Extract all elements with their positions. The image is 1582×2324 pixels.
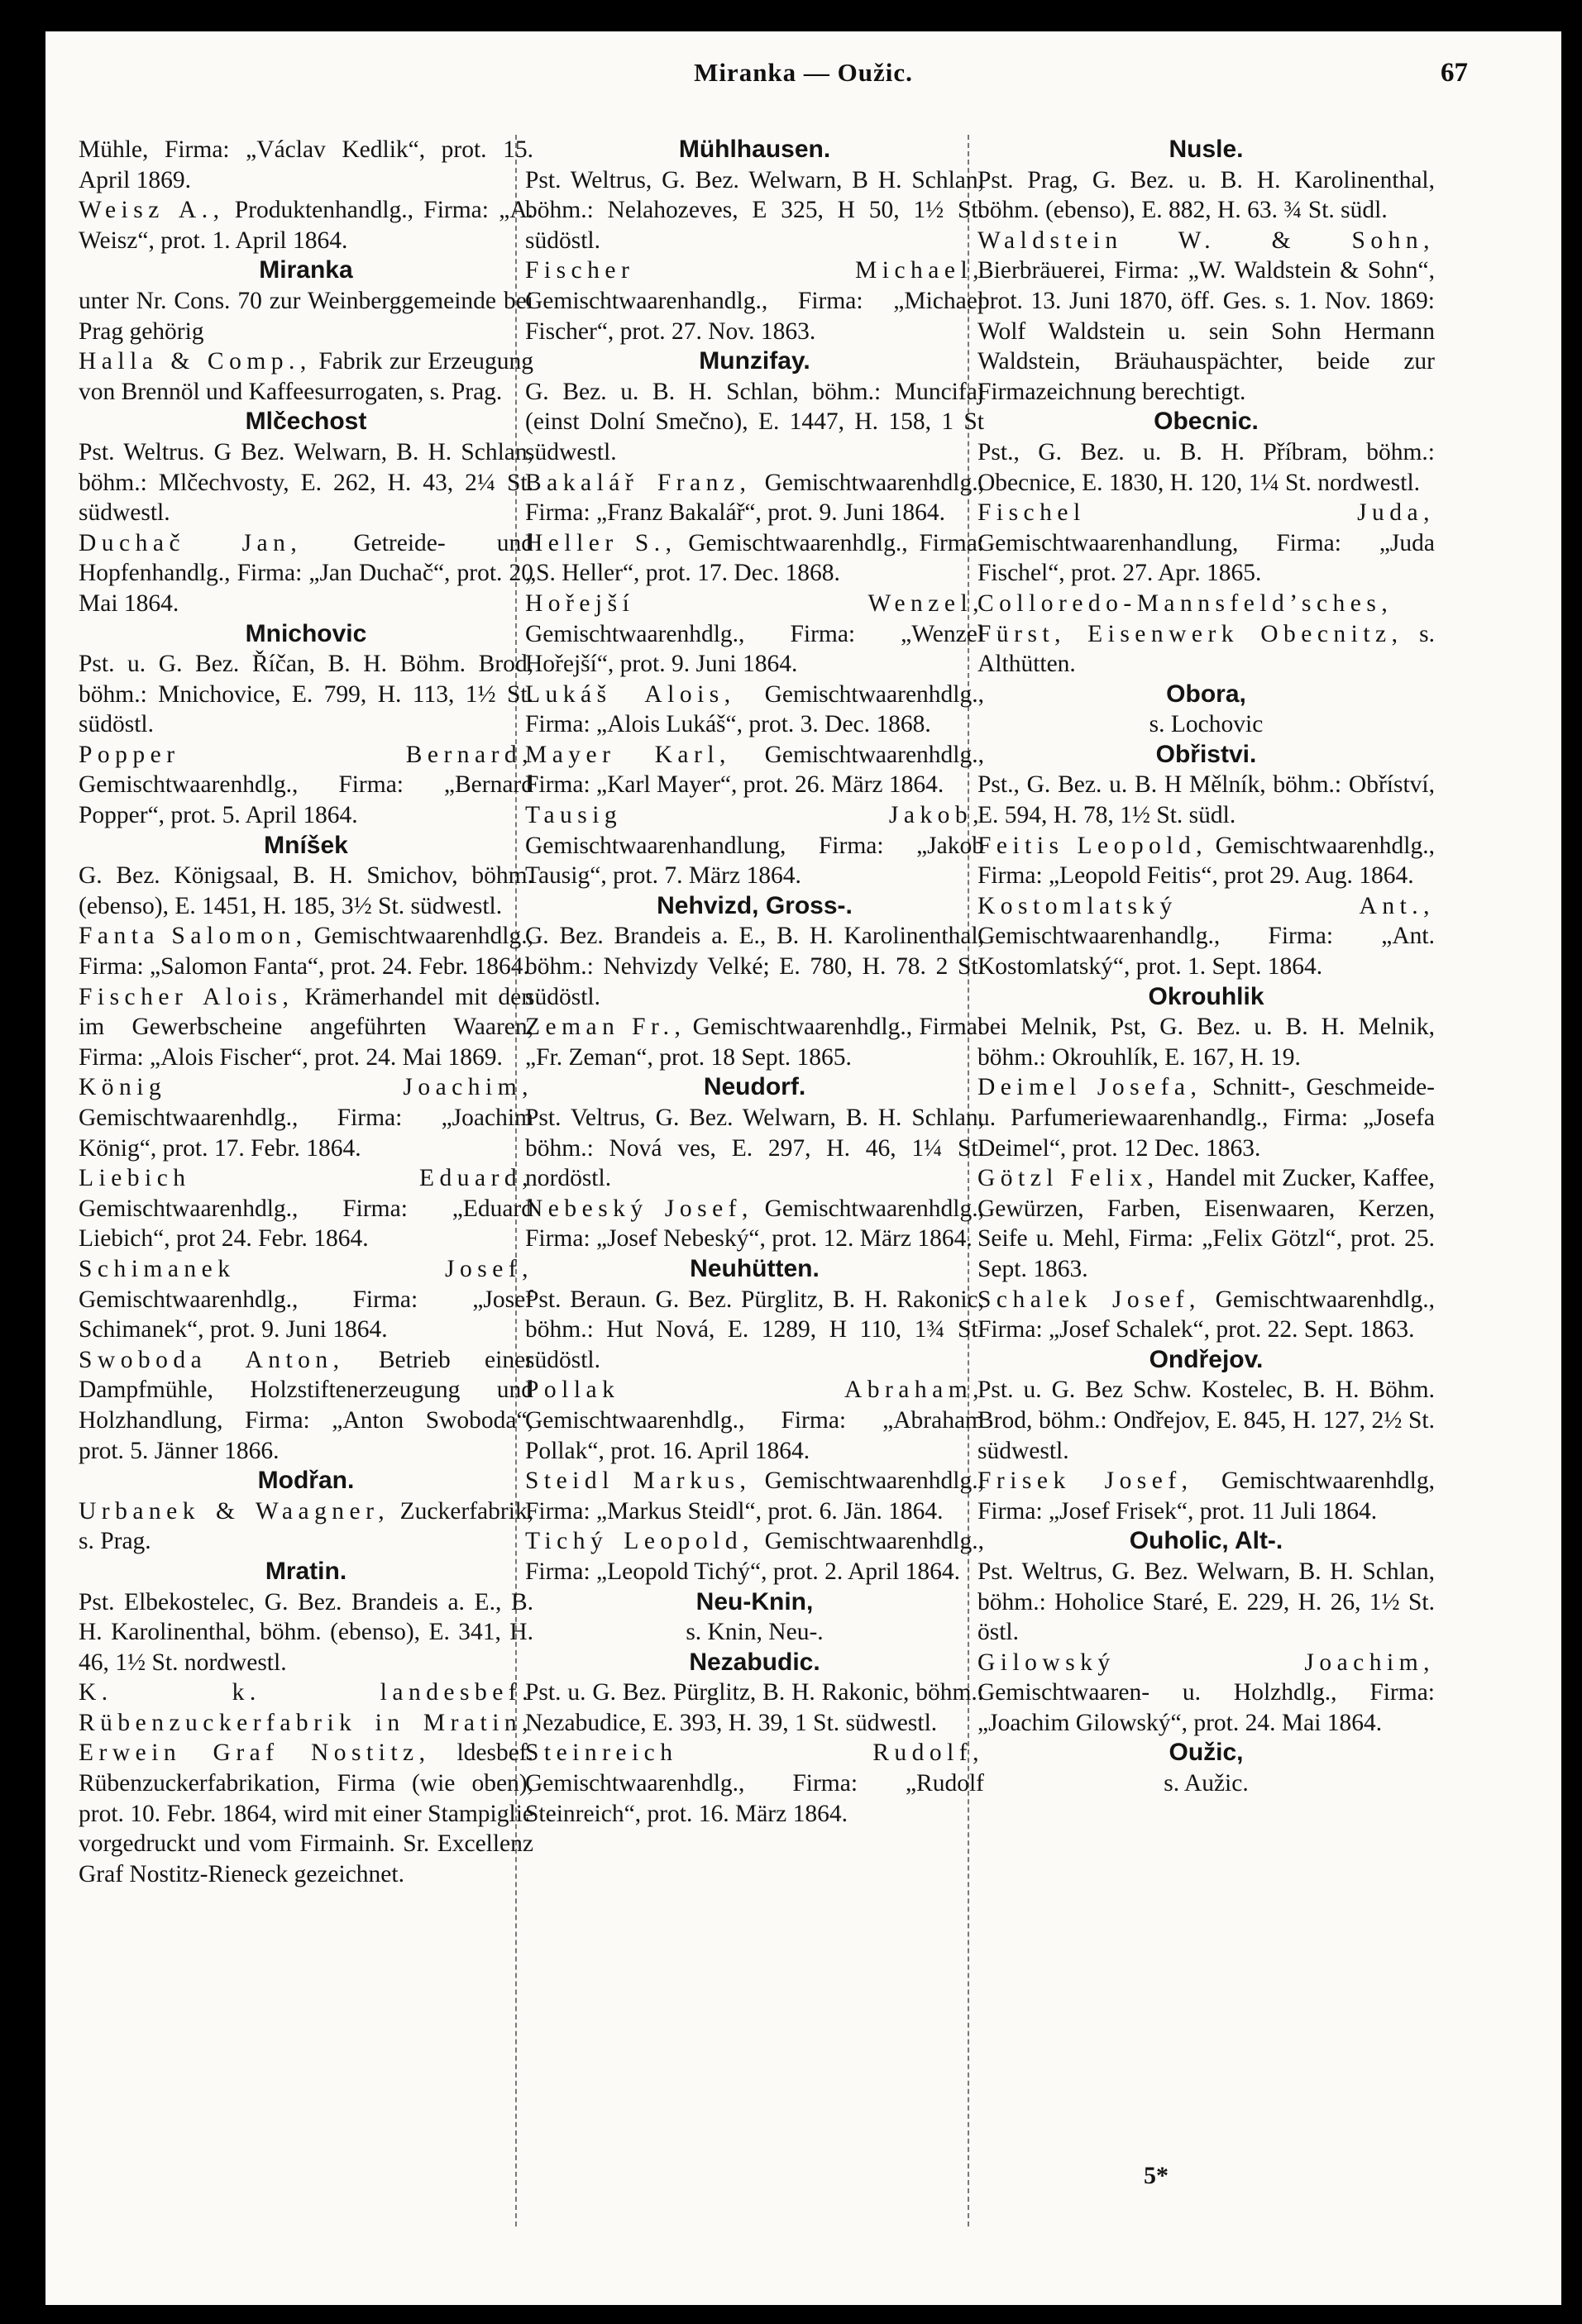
firm-entry	[79, 921, 533, 981]
entry-text: Gemischtwaarenhdlg., Firma: „Alois Lukáš“, prot. 3. Dec. 1868.	[525, 680, 984, 738]
place-heading: Nehvizd, Gross-.	[657, 891, 853, 919]
firm-entry	[525, 1012, 984, 1072]
firm-entry	[525, 528, 984, 589]
place-description	[79, 649, 533, 740]
entry-text: Gemischtwaarenhdlg., Firma: „Joachim König“, prot. 17. Febr. 1864.	[79, 1105, 533, 1162]
entry-text: Gemischtwaarenhdlg., Firma: „Josef Nebeský“, prot. 12. März 1864.	[525, 1195, 984, 1253]
place-description	[977, 165, 1435, 226]
firm-name: Weisz A.,	[79, 197, 225, 224]
firm-entry	[525, 1194, 984, 1254]
firm-entry	[525, 1466, 984, 1526]
place-heading: Mníšek	[264, 831, 348, 859]
firm-entry	[79, 982, 533, 1073]
place-heading: Oužic,	[1169, 1739, 1244, 1767]
place-heading: Mratin.	[265, 1557, 347, 1585]
firm-name: Liebich Eduard,	[79, 1165, 533, 1192]
place-description	[977, 437, 1435, 498]
firm-entry	[977, 589, 1435, 680]
firm-name: Steinreich Rudolf,	[525, 1739, 984, 1767]
place-description	[977, 1012, 1435, 1072]
entry-text: Pst. Weltrus, G. Bez. Welwarn, B H. Schlan, böhm.: Nelahozeves, E 325, H 50, 1½ St. südöstl.	[525, 166, 984, 254]
place-description	[79, 437, 533, 528]
place-heading: Mühlhausen.	[678, 136, 831, 163]
entry-text: Pst. u. G. Bez. Říčan, B. H. Böhm. Brod, böhm.: Mnichovice, E. 799, H. 113, 1½ St. südöstl.	[79, 651, 533, 738]
entry-text: Pst. Weltrus, G. Bez. Welwarn, B. H. Schlan, böhm.: Hoholice Staré, E. 229, H. 26, 1½ St. östl.	[977, 1558, 1435, 1646]
firm-name: Frisek Josef,	[977, 1467, 1193, 1495]
place-heading: Neudorf.	[703, 1073, 806, 1101]
entry-text: Pst., G. Bez. u. B. H. Příbram, böhm.: Obecnice, E. 1830, H. 120, 1¼ St. nordwestl.	[977, 438, 1435, 496]
place-description	[79, 1587, 533, 1678]
firm-name: Fanta Salomon,	[79, 923, 308, 950]
page-number: 67	[1441, 58, 1468, 88]
entry-text: Mühle, Firma: „Václav Kedlik“, prot. 15. April 1869.	[79, 136, 533, 193]
firm-entry	[977, 831, 1435, 891]
place-heading: Nezabudic.	[689, 1648, 820, 1676]
place-description	[525, 921, 984, 1012]
entry-text: Gemischtwaarenhdlg., Firma: „Bernard Popper“, prot. 5. April 1864.	[79, 771, 533, 829]
firm-entry	[977, 1163, 1435, 1284]
running-head-title: Miranka — Oužic.	[694, 58, 913, 87]
firm-entry	[977, 226, 1435, 408]
firm-entry	[79, 1254, 533, 1345]
entry-text: Handel mit Zucker, Kaffee, Gewürzen, Farben, Eisenwaaren, Kerzen, Seife u. Mehl, Firma: „Felix Götzl“, prot. 25. Sept. 1863.	[977, 1165, 1435, 1282]
running-header	[45, 58, 1561, 107]
firm-entry	[977, 498, 1435, 589]
place-description	[525, 377, 984, 468]
cross-reference: s. Lochovic	[1149, 711, 1264, 738]
entry-text: Gemischtwaarenhandlung, Firma: „Juda Fischel“, prot. 27. Apr. 1865.	[977, 529, 1435, 587]
entry-text: Pst. u. G. Bez Schw. Kostelec, B. H. Böhm. Brod, böhm.: Ondřejov, E. 845, H. 127, 2½ St. südwestl.	[977, 1377, 1435, 1464]
firm-name: Halla & Comp.,	[79, 348, 312, 375]
firm-entry	[79, 1677, 533, 1889]
firm-entry	[79, 1496, 533, 1557]
firm-name: Waldstein W. & Sohn,	[977, 227, 1435, 254]
firm-name: Schalek Josef,	[977, 1286, 1201, 1313]
firm-entry	[79, 1072, 533, 1163]
entry-text: Pst. Beraun. G. Bez. Pürglitz, B. H. Rakonic, böhm.: Hut Nová, E. 1289, H 110, 1¾ St. südöstl.	[525, 1286, 984, 1373]
firm-name: Lukáš Alois,	[525, 680, 736, 708]
firm-name: Heller S.,	[525, 529, 677, 556]
entry-text: Gemischtwaarenhdlg., Firma: „Karl Mayer“, prot. 26. März 1864.	[525, 741, 984, 799]
firm-name: Bakalář Franz,	[525, 469, 752, 496]
place-heading: Miranka	[259, 256, 353, 284]
firm-entry	[79, 740, 533, 831]
entry-text: Gemischtwaarenhdlg., Firma: „Wenzel Hořejší“, prot. 9. Juni 1864.	[525, 620, 984, 678]
firm-name: Zeman Fr.,	[525, 1014, 686, 1041]
firm-entry	[525, 800, 984, 891]
firm-name: Swoboda Anton,	[79, 1346, 345, 1373]
entry-text: Gemischtwaarenhdlg., Firma: „Leopold Tichý“, prot. 2. April 1864.	[525, 1528, 984, 1585]
place-description	[79, 861, 533, 921]
firm-name: K. k. landesbef. Rübenzuckerfabrik in Mratin, Erwein Graf Nostitz,	[79, 1679, 533, 1767]
place-description	[79, 286, 533, 346]
entry-text: Gemischtwaarenhdlg., Firma: „S. Heller“, prot. 17. Dec. 1868.	[525, 529, 984, 587]
entry-text: Zuckerfabrik, s. Prag.	[79, 1497, 534, 1555]
firm-name: Gilowský Joachim,	[977, 1649, 1435, 1676]
firm-entry	[525, 589, 984, 680]
entry-text: Gemischtwaarenhdlg., Firma: „Franz Bakalář“, prot. 9. Juni 1864.	[525, 469, 984, 527]
entry-text: Produktenhandlg., Firma: „A. Weisz“, prot. 1. April 1864.	[79, 197, 533, 254]
place-description	[977, 770, 1435, 830]
entry-text: Gemischtwaarenhdlg., Firma: „Salomon Fanta“, prot. 24. Febr. 1864.	[79, 923, 533, 981]
firm-name: Fischel Juda,	[977, 499, 1435, 527]
entry-text: Gemischtwaarenhdlg., Firma: „Markus Steidl“, prot. 6. Jän. 1864.	[525, 1467, 984, 1525]
firm-entry	[79, 528, 533, 619]
firm-name: Tichý Leopold,	[525, 1528, 754, 1555]
place-description	[525, 1103, 984, 1194]
firm-entry	[525, 1526, 984, 1587]
place-description	[525, 1677, 984, 1738]
entry-text: bei Melnik, Pst, G. Bez. u. B. H. Melnik, böhm.: Okrouhlík, E. 167, H. 19.	[977, 1014, 1435, 1071]
firm-entry	[977, 1285, 1435, 1345]
firm-entry	[525, 740, 984, 800]
entry-text: Pst. Weltrus. G Bez. Welwarn, B. H. Schlan, böhm.: Mlčechvosty, E. 262, H. 43, 2¼ St. südwestl.	[79, 438, 533, 527]
entry-text: Pst. Elbekostelec, G. Bez. Brandeis a. E., B. H. Karolinenthal, böhm. (ebenso), E. 341, H. 46, 1½ St. nordwestl.	[79, 1588, 533, 1676]
firm-name: Urbanek & Waagner,	[79, 1497, 390, 1525]
firm-entry	[525, 680, 984, 740]
entry-text: unter Nr. Cons. 70 zur Weinberggemeinde bei Prag gehörig	[79, 287, 533, 345]
entry-text: Gemischtwaaren- u. Holzhdlg., Firma: „Joachim Gilowský“, prot. 24. Mai 1864.	[977, 1679, 1435, 1736]
firm-name: Colloredo-Mannsfeld’sches, Fürst, Eisenwerk Obecnitz,	[977, 589, 1403, 647]
firm-name: Nebeský Josef,	[525, 1195, 753, 1222]
entry-text: Pst., G. Bez. u. B. H Mělník, böhm.: Obříství, E. 594, H. 78, 1½ St. südl.	[977, 771, 1435, 829]
place-heading: Obecnic.	[1154, 408, 1259, 436]
place-heading: Mlčechost	[245, 408, 367, 436]
entry-text: Gemischtwaarenhdlg, Firma: „Josef Frisek“, prot. 11 Juli 1864.	[977, 1467, 1435, 1525]
entry-text: Krämerhandel mit den im Gewerbscheine angeführten Waaren, Firma: „Alois Fischer“, prot. 24. Mai 1869.	[79, 983, 533, 1071]
place-heading: Modřan.	[257, 1467, 355, 1495]
place-heading: Obora,	[1166, 680, 1246, 708]
firm-name: Fischer Alois,	[79, 983, 294, 1010]
column-2	[525, 135, 984, 1829]
column-3	[977, 135, 1435, 1799]
entry-text: Gemischtwaarenhdlg., Firma: „Josef Schimanek“, prot. 9. Juni 1864.	[79, 1286, 533, 1343]
entry-text: Pst. u. G. Bez. Pürglitz, B. H. Rakonic, böhm.: Nezabudice, E. 393, H. 39, 1 St. südwestl.	[525, 1679, 984, 1736]
page	[45, 31, 1561, 2305]
firm-entry	[977, 891, 1435, 982]
entry-text: Bierbräuerei, Firma: „W. Waldstein & Sohn“, prot. 13. Juni 1870, öff. Ges. s. 1. Nov. 1869: Wolf Waldstein u. sein Sohn Hermann Waldstein, Bräuhauspächter, beide zur Firmazeichnung berechtigt.	[977, 257, 1435, 405]
cross-reference: s. Aužic.	[1164, 1770, 1249, 1797]
firm-entry	[79, 195, 533, 255]
entry-text: ldesbef. Rübenzuckerfabrikation, Firma (wie oben), prot. 10. Febr. 1864, wird mit einer Stampiglie vorgedruckt und vom Firmainh. Sr. Excellenz Graf Nostitz-Rieneck gezeichnet.	[79, 1739, 533, 1887]
cross-reference: s. Knin, Neu-.	[686, 1619, 824, 1646]
firm-entry	[79, 1163, 533, 1254]
place-heading: Nusle.	[1169, 136, 1244, 163]
place-description	[79, 135, 533, 195]
firm-name: Kostomlatský Ant.,	[977, 892, 1435, 919]
entry-text: Betrieb einer Dampfmühle, Holzstiftenerzeugung und Holzhandlung, Firma: „Anton Swoboda“, prot. 5. Jänner 1866.	[79, 1346, 533, 1464]
place-heading: Ouholic, Alt-.	[1129, 1527, 1283, 1555]
firm-name: Feitis Leopold,	[977, 832, 1208, 859]
firm-entry	[79, 1345, 533, 1466]
entry-text: Gemischtwaarenhdlg., Firma: „Rudolf Steinreich“, prot. 16. März 1864.	[525, 1770, 984, 1827]
place-description	[977, 1375, 1435, 1466]
entry-text: Gemischtwaarenhdlg., Firma: „Josef Schalek“, prot. 22. Sept. 1863.	[977, 1286, 1435, 1343]
firm-entry	[525, 468, 984, 528]
entry-text: Gemischtwaarenhdlg., Firma: „Fr. Zeman“, prot. 18 Sept. 1865.	[525, 1014, 985, 1071]
firm-name: Tausig Jakob,	[525, 802, 984, 829]
place-heading: Ondřejov.	[1149, 1345, 1264, 1373]
entry-text: G. Bez. Brandeis a. E., B. H. Karolinenthal, böhm.: Nehvizdy Velké; E. 780, H. 78. 2 St. südöstl.	[525, 923, 984, 1010]
place-heading: Mnichovic	[245, 619, 367, 647]
entry-text: Gemischtwaarenhandlg., Firma: „Michael Fischer“, prot. 27. Nov. 1863.	[525, 287, 984, 345]
firm-entry	[525, 1738, 984, 1829]
entry-text: s. Althütten.	[977, 620, 1435, 678]
firm-entry	[79, 346, 533, 407]
entry-text: G. Bez. u. B. H. Schlan, böhm.: Muncifaj (einst Dolní Smečno), E. 1447, H. 158, 1 St südwestl.	[525, 378, 984, 465]
column-1	[79, 135, 533, 1889]
entry-text: Pst. Prag, G. Bez. u. B. H. Karolinenthal, böhm. (ebenso), E. 882, H. 63. ¾ St. südl.	[977, 166, 1435, 224]
firm-name: Fischer Michael,	[525, 257, 984, 284]
entry-text: Gemischtwaarenhdlg., Firma: „Eduard Liebich“, prot 24. Febr. 1864.	[79, 1195, 533, 1253]
entry-text: Fabrik zur Erzeugung von Brennöl und Kaffeesurrogaten, s. Prag.	[79, 348, 533, 405]
firm-entry	[977, 1466, 1435, 1526]
firm-name: König Joachim,	[79, 1074, 533, 1101]
firm-entry	[977, 1072, 1435, 1163]
firm-name: Steidl Markus,	[525, 1467, 752, 1495]
entry-text: Gemischtwaarenhandlg., Firma: „Ant. Kostomlatský“, prot. 1. Sept. 1864.	[977, 923, 1435, 981]
place-description	[525, 165, 984, 256]
entry-text: Gemischtwaarenhdlg., Firma: „Leopold Feitis“, prot 29. Aug. 1864.	[977, 832, 1435, 890]
entry-text: Getreide- und Hopfenhandlg., Firma: „Jan Duchač“, prot. 20 Mai 1864.	[79, 529, 533, 617]
firm-name: Hořejší Wenzel,	[525, 589, 984, 617]
firm-name: Mayer Karl,	[525, 741, 731, 768]
firm-entry	[525, 1375, 984, 1466]
place-description	[525, 1285, 984, 1376]
place-heading: Okrouhlik	[1148, 982, 1264, 1010]
entry-text: Gemischtwaarenhandlung, Firma: „Jakob Tausig“, prot. 7. März 1864.	[525, 832, 984, 890]
firm-name: Duchač Jan,	[79, 529, 303, 556]
firm-name: Schimanek Josef,	[79, 1255, 533, 1282]
firm-entry	[977, 1648, 1435, 1739]
firm-name: Götzl Felix,	[977, 1165, 1159, 1192]
entry-text: Pst. Veltrus, G. Bez. Welwarn, B. H. Schlan, böhm.: Nová ves, E. 297, H. 46, 1¼ St. nordöstl.	[525, 1105, 984, 1192]
entry-text: G. Bez. Königsaal, B. H. Smichov, böhm. (ebenso), E. 1451, H. 185, 3½ St. südwestl.	[79, 862, 533, 919]
place-heading: Munzifay.	[699, 347, 810, 375]
place-heading: Neu-Knin,	[695, 1587, 814, 1615]
place-description	[977, 1557, 1435, 1648]
entry-text: Schnitt-, Geschmeide- u. Parfumeriewaarenhandlg., Firma: „Josefa Deimel“, prot. 12 Dec. 1863.	[977, 1074, 1435, 1162]
place-heading: Neuhütten.	[690, 1254, 820, 1282]
firm-name: Deimel Josefa,	[977, 1074, 1202, 1101]
firm-name: Pollak Abraham,	[525, 1377, 984, 1404]
entry-text: Gemischtwaarenhdlg., Firma: „Abraham Pollak“, prot. 16. April 1864.	[525, 1406, 984, 1464]
signature-mark: 5*	[1144, 2162, 1169, 2189]
firm-entry	[525, 255, 984, 346]
place-heading: Obřistvi.	[1155, 740, 1257, 768]
firm-name: Popper Bernard,	[79, 741, 533, 768]
